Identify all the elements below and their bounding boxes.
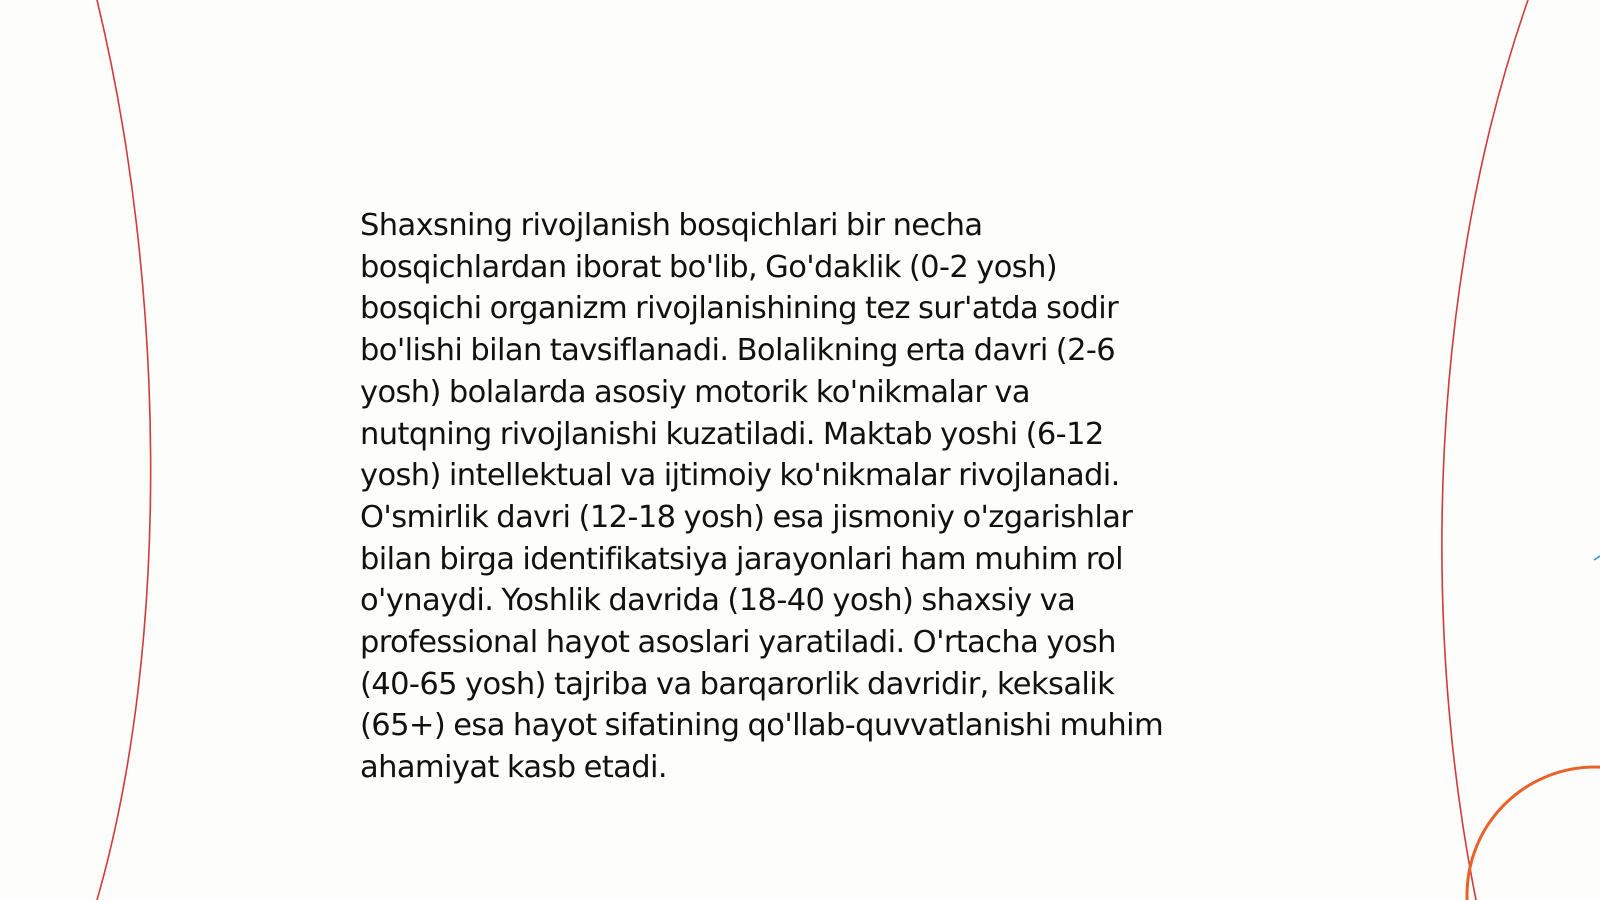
paragraph-line: Shaxsning rivojlanish bosqichlari bir necha	[360, 208, 983, 243]
paragraph-line: bosqichi organizm rivojlanishining tez sur'atda sodir	[360, 291, 1119, 327]
body-paragraph	[360, 205, 1260, 789]
paragraph-line: bosqichlardan iborat bo'lib, Go'daklik (0-2 yosh)	[360, 249, 1058, 285]
paragraph-line: (40-65 yosh) tajriba va barqarorlik davridir, keksalik	[360, 666, 1115, 702]
paragraph-line: yosh) bolalarda asosiy motorik ko'nikmalar va	[360, 374, 1030, 410]
blue-accent-mark	[1594, 556, 1600, 560]
paragraph-line: ahamiyat kasb etadi.	[360, 750, 667, 786]
paragraph-line: o'ynaydi. Yoshlik davrida (18-40 yosh) shaxsiy va	[360, 583, 1076, 619]
orange-arc	[1467, 767, 1600, 900]
paragraph-line: bo'lishi bilan tavsiflanadi. Bolalikning erta davri (2-6	[360, 333, 1116, 369]
paragraph-line: bilan birga identifikatsiya jarayonlari ham muhim rol	[360, 541, 1123, 577]
paragraph-line: yosh) intellektual va ijtimoiy ko'nikmalar rivojlanadi.	[360, 458, 1120, 494]
paragraph-line: O'smirlik davri (12-18 yosh) esa jismoniy o'zgarishlar	[360, 499, 1133, 535]
right-curve-line	[1442, 0, 1528, 900]
paragraph-line: nutqning rivojlanishi kuzatiladi. Maktab yoshi (6-12	[360, 416, 1104, 452]
paragraph-line: professional hayot asoslari yaratiladi. O'rtacha yosh	[360, 625, 1116, 661]
left-curve-line	[97, 0, 151, 900]
paragraph-line: (65+) esa hayot sifatining qo'llab-quvvatlanishi muhim	[360, 708, 1164, 744]
